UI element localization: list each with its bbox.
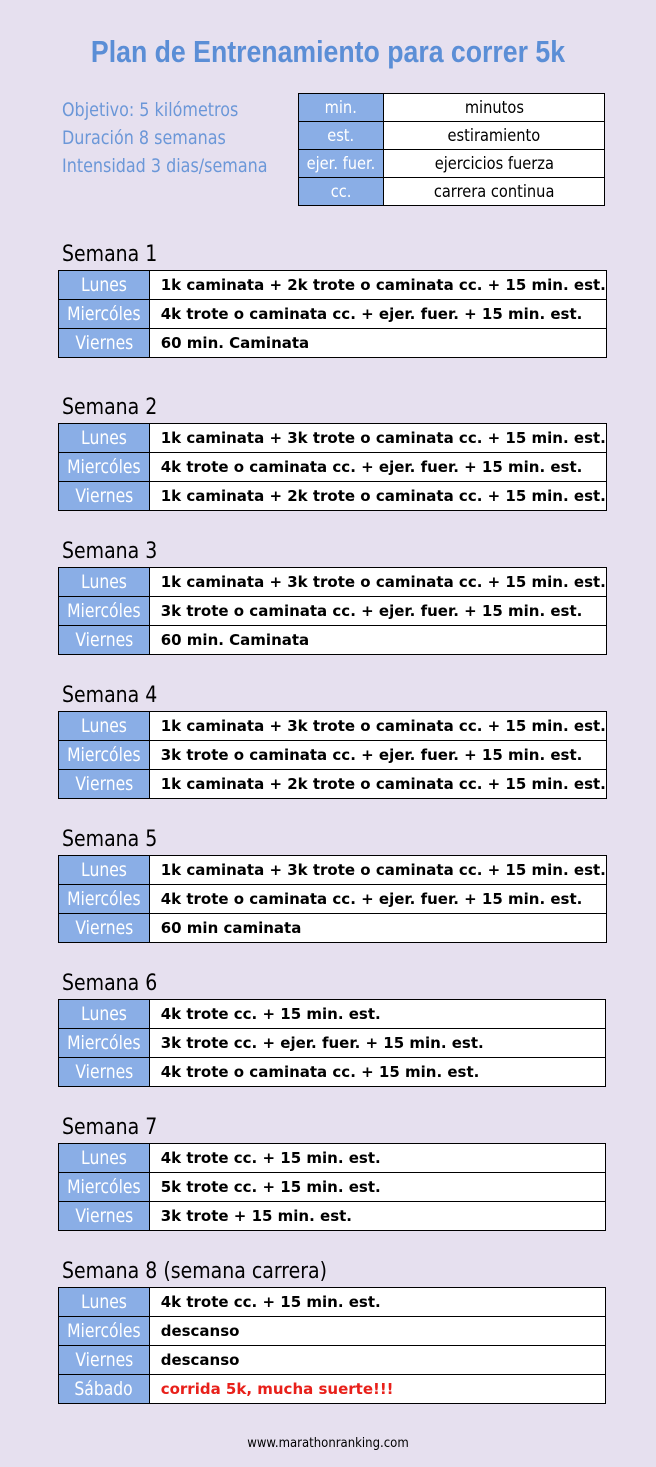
day-label: Viernes <box>74 1061 133 1083</box>
day-label: Lunes <box>80 274 127 296</box>
legend-meaning: carrera continua <box>433 181 555 202</box>
day-label: Lunes <box>80 1291 127 1313</box>
activity-cell: 1k caminata + 3k trote o caminata cc. + 15 min. est. <box>149 856 606 885</box>
activity-cell: descanso <box>149 1346 605 1375</box>
activity-cell: 4k trote o caminata cc. + ejer. fuer. + 15 min. est. <box>149 300 606 329</box>
activity-cell: 60 min caminata <box>149 914 606 943</box>
day-label: Sábado <box>74 1378 133 1400</box>
schedule-row <box>59 1000 606 1029</box>
objective-text: Objetivo: 5 kilómetros <box>62 99 239 121</box>
page-title: Plan de Entrenamiento para correr 5k <box>90 34 566 69</box>
week-title: Semana 8 (semana carrera) <box>62 1259 328 1284</box>
activity-cell: 1k caminata + 3k trote o caminata cc. + 15 min. est. <box>149 424 606 453</box>
schedule-row <box>59 885 607 914</box>
week-2-section <box>58 393 606 511</box>
activity-cell: 60 min. Caminata <box>149 329 606 358</box>
day-label: Miercóles <box>67 888 141 910</box>
day-label: Lunes <box>80 1003 127 1025</box>
day-label: Miercóles <box>67 1320 141 1342</box>
day-label: Viernes <box>74 629 133 651</box>
week-3-section <box>58 537 606 655</box>
day-label: Lunes <box>80 571 127 593</box>
week-8-schedule <box>58 1287 606 1404</box>
activity-cell: 60 min. Caminata <box>149 626 606 655</box>
schedule-row <box>59 1288 606 1317</box>
day-label: Viernes <box>74 1349 133 1371</box>
activity-cell: 4k trote o caminata cc. + ejer. fuer. + 15 min. est. <box>149 453 606 482</box>
activity-cell: 4k trote o caminata cc. + 15 min. est. <box>149 1058 605 1087</box>
schedule-row <box>59 424 607 453</box>
day-label: Miercóles <box>67 456 141 478</box>
legend-abbr: ejer. fuer. <box>306 153 376 174</box>
legend-row <box>299 94 605 122</box>
week-1-section <box>58 240 606 358</box>
day-label: Viernes <box>74 773 133 795</box>
plan-info <box>62 96 268 180</box>
week-5-schedule <box>58 855 607 943</box>
schedule-row <box>59 1202 606 1231</box>
week-5-section <box>58 825 606 943</box>
activity-cell: 1k caminata + 3k trote o caminata cc. + 15 min. est. <box>149 568 606 597</box>
legend-meaning: minutos <box>464 97 524 118</box>
schedule-row <box>59 482 607 511</box>
day-label: Miercóles <box>67 600 141 622</box>
week-title: Semana 4 <box>62 683 158 708</box>
week-3-schedule <box>58 567 607 655</box>
day-label: Lunes <box>80 427 127 449</box>
legend-abbr: min. <box>324 97 358 118</box>
activity-cell: 1k caminata + 3k trote o caminata cc. + 15 min. est. <box>149 712 606 741</box>
day-label: Miercóles <box>67 1176 141 1198</box>
day-label: Lunes <box>80 1147 127 1169</box>
legend-meaning: estiramiento <box>447 125 541 146</box>
activity-cell: 3k trote cc. + ejer. fuer. + 15 min. est. <box>149 1029 605 1058</box>
legend-row <box>299 122 605 150</box>
schedule-row <box>59 1144 606 1173</box>
week-1-schedule <box>58 270 607 358</box>
activity-cell: 1k caminata + 2k trote o caminata cc. + 15 min. est. <box>149 770 606 799</box>
week-title: Semana 7 <box>62 1115 158 1140</box>
schedule-row <box>59 1029 606 1058</box>
week-title: Semana 5 <box>62 827 158 852</box>
schedule-row <box>59 741 607 770</box>
schedule-row <box>59 329 607 358</box>
day-label: Viernes <box>74 485 133 507</box>
activity-cell: 1k caminata + 2k trote o caminata cc. + 15 min. est. <box>149 271 606 300</box>
week-8-section <box>58 1257 606 1404</box>
activity-cell: 5k trote cc. + 15 min. est. <box>149 1173 605 1202</box>
day-label: Miercóles <box>67 303 141 325</box>
activity-cell: 4k trote cc. + 15 min. est. <box>149 1000 605 1029</box>
schedule-row <box>59 856 607 885</box>
activity-cell: 4k trote cc. + 15 min. est. <box>149 1144 605 1173</box>
schedule-row <box>59 1375 606 1404</box>
schedule-row <box>59 1317 606 1346</box>
day-label: Viernes <box>74 332 133 354</box>
legend-row <box>299 150 605 178</box>
schedule-row <box>59 712 607 741</box>
day-label: Miercóles <box>67 1032 141 1054</box>
schedule-row <box>59 300 607 329</box>
week-6-section <box>58 969 606 1087</box>
week-6-schedule <box>58 999 606 1087</box>
schedule-row <box>59 1346 606 1375</box>
week-4-section <box>58 681 606 799</box>
legend-meaning: ejercicios fuerza <box>434 153 554 174</box>
legend-row <box>299 178 605 206</box>
day-label: Lunes <box>80 715 127 737</box>
schedule-row <box>59 1058 606 1087</box>
abbreviation-legend <box>298 93 605 206</box>
race-day-activity: corrida 5k, mucha suerte!!! <box>149 1375 605 1404</box>
duration-text: Duración 8 semanas <box>62 127 226 149</box>
schedule-row <box>59 597 607 626</box>
day-label: Miercóles <box>67 744 141 766</box>
legend-abbr: est. <box>327 125 355 146</box>
intensity-text: Intensidad 3 dias/semana <box>62 155 268 177</box>
activity-cell: 3k trote + 15 min. est. <box>149 1202 605 1231</box>
day-label: Viernes <box>74 917 133 939</box>
activity-cell: 3k trote o caminata cc. + ejer. fuer. + 15 min. est. <box>149 741 606 770</box>
day-label: Viernes <box>74 1205 133 1227</box>
activity-cell: descanso <box>149 1317 605 1346</box>
schedule-row <box>59 1173 606 1202</box>
week-title: Semana 2 <box>62 395 158 420</box>
activity-cell: 3k trote o caminata cc. + ejer. fuer. + 15 min. est. <box>149 597 606 626</box>
activity-cell: 4k trote o caminata cc. + ejer. fuer. + 15 min. est. <box>149 885 606 914</box>
week-title: Semana 3 <box>62 539 158 564</box>
activity-cell: 1k caminata + 2k trote o caminata cc. + 15 min. est. <box>149 482 606 511</box>
week-7-section <box>58 1113 606 1231</box>
schedule-row <box>59 453 607 482</box>
schedule-row <box>59 770 607 799</box>
week-title: Semana 6 <box>62 971 158 996</box>
schedule-row <box>59 626 607 655</box>
week-4-schedule <box>58 711 607 799</box>
week-7-schedule <box>58 1143 606 1231</box>
legend-abbr: cc. <box>330 181 352 202</box>
schedule-row <box>59 914 607 943</box>
week-title: Semana 1 <box>62 242 158 267</box>
schedule-row <box>59 271 607 300</box>
schedule-row <box>59 568 607 597</box>
week-2-schedule <box>58 423 607 511</box>
activity-cell: 4k trote cc. + 15 min. est. <box>149 1288 605 1317</box>
footer-url: www.marathonranking.com <box>247 1436 409 1451</box>
day-label: Lunes <box>80 859 127 881</box>
